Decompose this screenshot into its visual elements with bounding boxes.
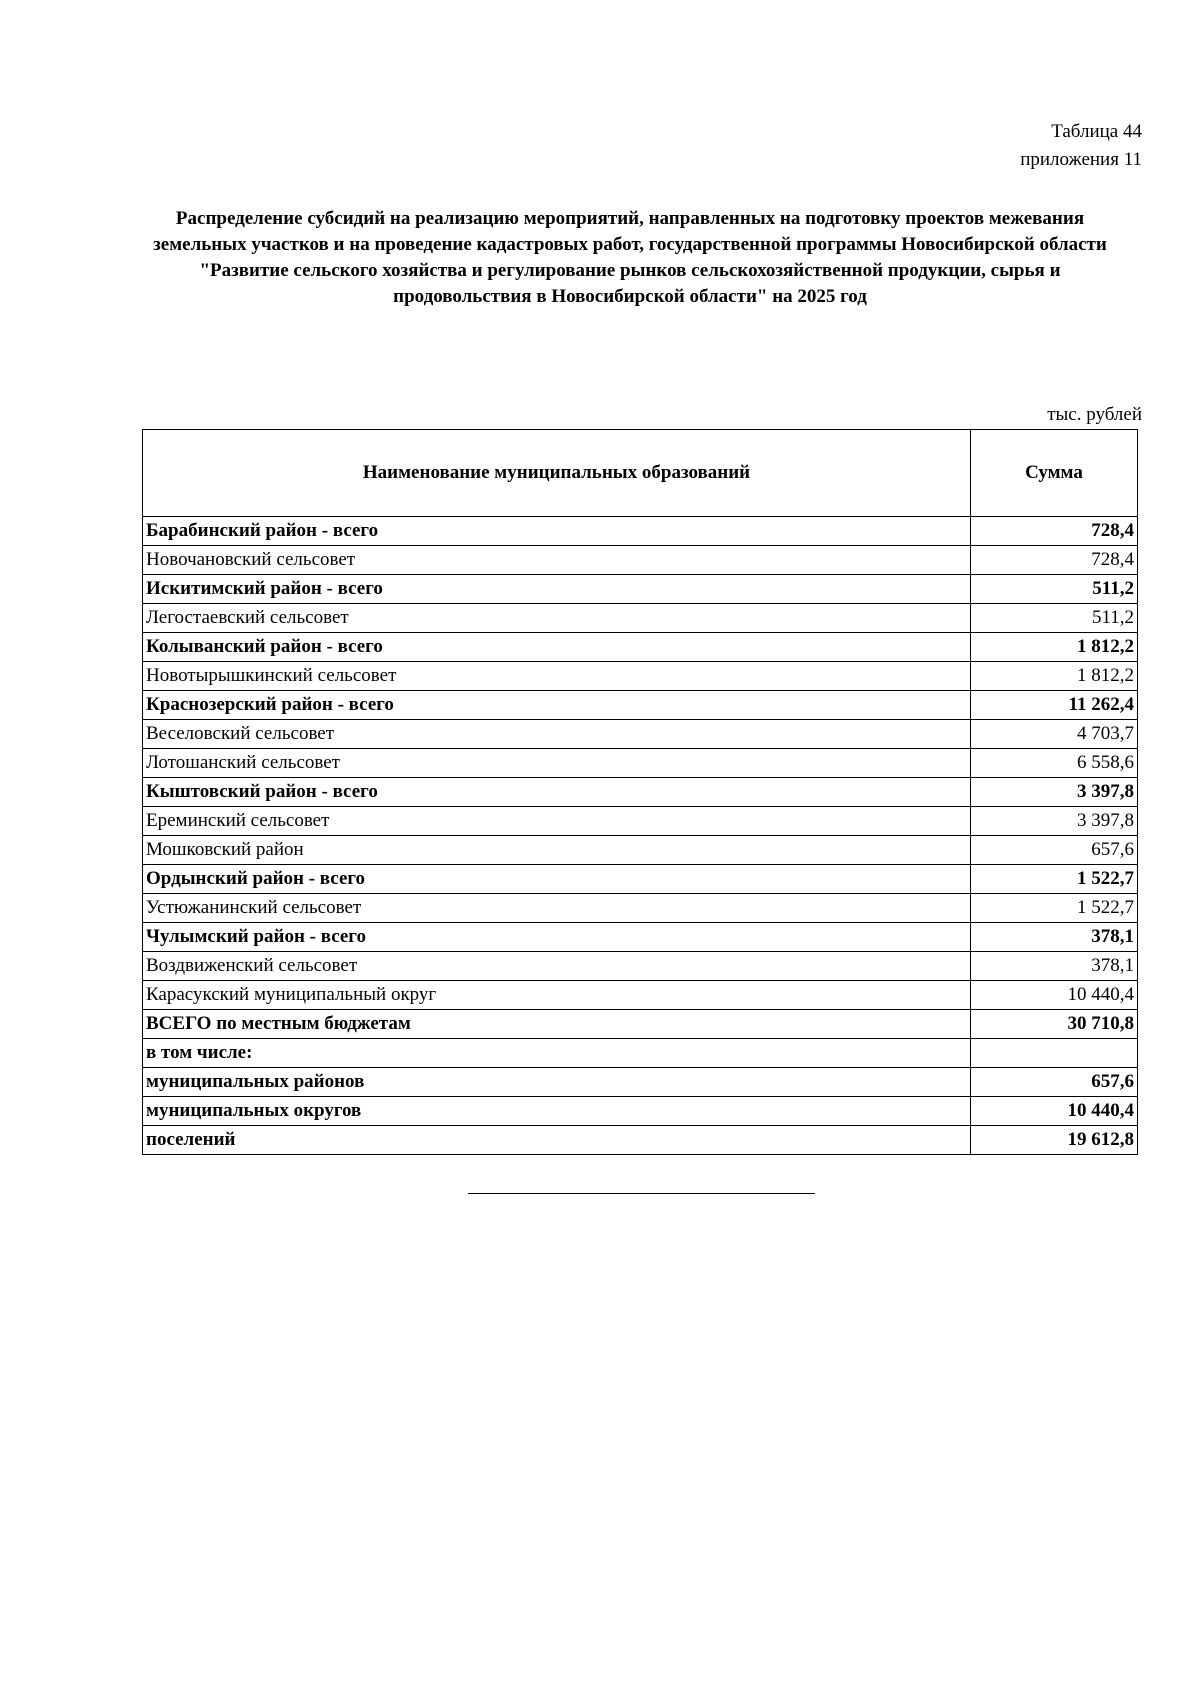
table-row <box>143 517 1138 546</box>
table-row <box>143 633 1138 662</box>
table-row <box>143 952 1138 981</box>
row-sum: 4 703,7 <box>971 720 1138 749</box>
row-sum: 728,4 <box>971 517 1138 546</box>
closing-rule <box>468 1193 815 1194</box>
row-sum: 657,6 <box>971 1068 1138 1097</box>
appendix-reference <box>1020 118 1142 174</box>
table-row <box>143 604 1138 633</box>
row-sum: 1 522,7 <box>971 894 1138 923</box>
row-name: Колыванский район - всего <box>143 633 971 662</box>
row-sum: 3 397,8 <box>971 778 1138 807</box>
header-sum: Сумма <box>971 430 1138 517</box>
table-row <box>143 981 1138 1010</box>
row-name: Лотошанский сельсовет <box>143 749 971 778</box>
row-name: Ордынский район - всего <box>143 865 971 894</box>
table-row <box>143 1039 1138 1068</box>
row-sum: 1 812,2 <box>971 662 1138 691</box>
row-sum: 728,4 <box>971 546 1138 575</box>
row-sum: 11 262,4 <box>971 691 1138 720</box>
row-name: поселений <box>143 1126 971 1155</box>
row-sum: 378,1 <box>971 923 1138 952</box>
row-name: Искитимский район - всего <box>143 575 971 604</box>
row-name: Веселовский сельсовет <box>143 720 971 749</box>
table-row <box>143 1068 1138 1097</box>
subsidy-table <box>142 429 1138 1155</box>
row-name: в том числе: <box>143 1039 971 1068</box>
row-name: Мошковский район <box>143 836 971 865</box>
row-sum <box>971 1039 1138 1068</box>
table-row <box>143 662 1138 691</box>
units-label: тыс. рублей <box>1047 404 1142 425</box>
table-row <box>143 1126 1138 1155</box>
header-name: Наименование муниципальных образований <box>143 430 971 517</box>
row-sum: 378,1 <box>971 952 1138 981</box>
row-sum: 511,2 <box>971 575 1138 604</box>
row-name: ВСЕГО по местным бюджетам <box>143 1010 971 1039</box>
table-row <box>143 720 1138 749</box>
table-row <box>143 1097 1138 1126</box>
row-sum: 19 612,8 <box>971 1126 1138 1155</box>
row-name: муниципальных округов <box>143 1097 971 1126</box>
row-sum: 3 397,8 <box>971 807 1138 836</box>
row-name: Устюжанинский сельсовет <box>143 894 971 923</box>
table-row <box>143 575 1138 604</box>
table-row <box>143 807 1138 836</box>
row-name: Новочановский сельсовет <box>143 546 971 575</box>
appendix-number: приложения 11 <box>1020 149 1142 170</box>
table-row <box>143 749 1138 778</box>
table-row <box>143 1010 1138 1039</box>
row-sum: 511,2 <box>971 604 1138 633</box>
table-row <box>143 546 1138 575</box>
table-row <box>143 778 1138 807</box>
row-sum: 30 710,8 <box>971 1010 1138 1039</box>
table-row <box>143 836 1138 865</box>
row-name: Ереминский сельсовет <box>143 807 971 836</box>
row-sum: 1 812,2 <box>971 633 1138 662</box>
row-name: Легостаевский сельсовет <box>143 604 971 633</box>
table-header-row <box>143 430 1138 517</box>
row-name: Карасукский муниципальный округ <box>143 981 971 1010</box>
row-sum: 10 440,4 <box>971 981 1138 1010</box>
table-row <box>143 691 1138 720</box>
row-sum: 657,6 <box>971 836 1138 865</box>
row-name: Краснозерский район - всего <box>143 691 971 720</box>
table-row <box>143 923 1138 952</box>
table-row <box>143 894 1138 923</box>
row-name: Воздвиженский сельсовет <box>143 952 971 981</box>
table-number: Таблица 44 <box>1051 121 1142 142</box>
row-sum: 10 440,4 <box>971 1097 1138 1126</box>
row-sum: 6 558,6 <box>971 749 1138 778</box>
row-name: Кыштовский район - всего <box>143 778 971 807</box>
row-name: Новотырышкинский сельсовет <box>143 662 971 691</box>
row-sum: 1 522,7 <box>971 865 1138 894</box>
table-row <box>143 865 1138 894</box>
row-name: Чулымский район - всего <box>143 923 971 952</box>
row-name: Барабинский район - всего <box>143 517 971 546</box>
document-title: Распределение субсидий на реализацию мероприятий, направленных на подготовку проектов межевания земельных участков и на проведение кадастровых работ, государственной программы Новосибирской области "Развитие сельского хозяйства и регулирование рынков сельскохозяйственной продукции, сырья и продовольствия в Новосибирской области" на 2025 год <box>153 208 1107 307</box>
row-name: муниципальных районов <box>143 1068 971 1097</box>
